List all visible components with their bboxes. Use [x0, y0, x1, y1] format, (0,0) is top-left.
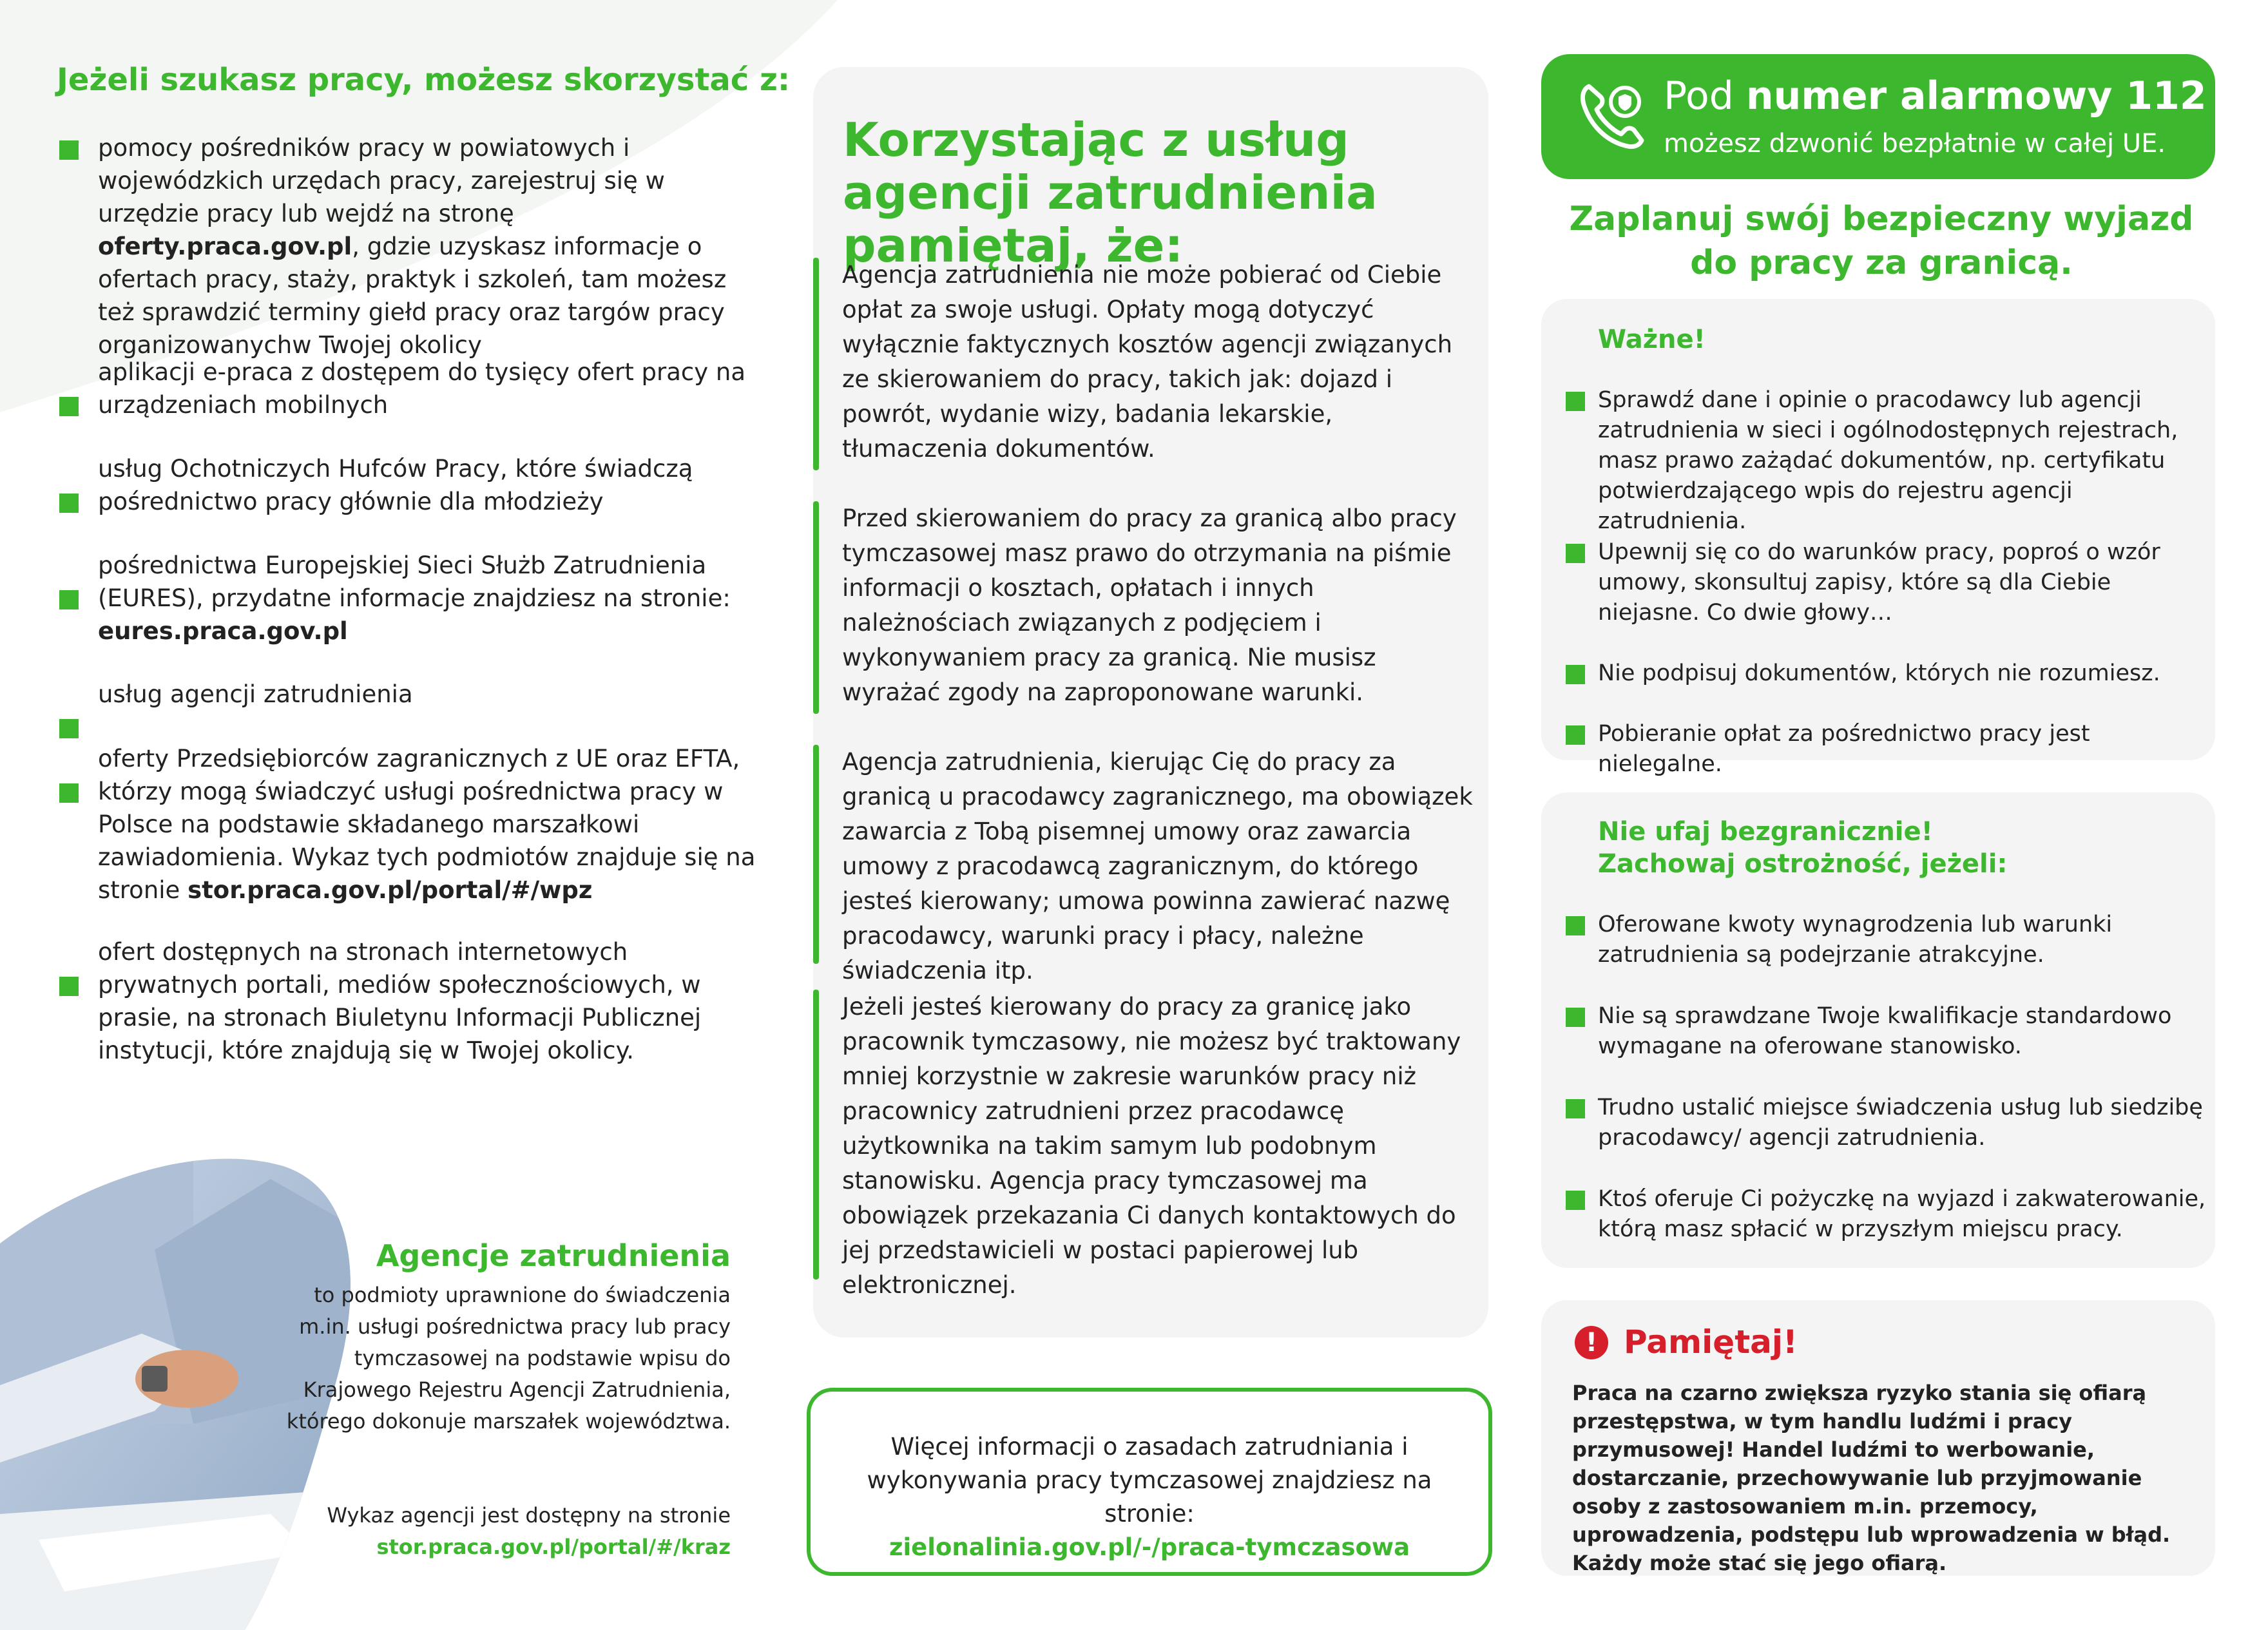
- alarm-subtitle: możesz dzwonić bezpłatnie w całej UE.: [1664, 129, 2166, 158]
- item-text: , gdzie uzyskasz informacje o ofertach pracy, staży, praktyk i szkoleń, tam możesz też sprawdzić terminy giełd pracy oraz targów pracy organizowanychw Twojej okolicy: [98, 233, 727, 359]
- item-link[interactable]: stor.praca.gov.pl/portal/#/wpz: [187, 876, 593, 904]
- item-text: aplikacji e-praca z dostępem do tysięcy ofert pracy na urządzeniach mobilnych: [98, 358, 746, 419]
- paragraph-text: Agencja zatrudnienia nie może pobierać od Ciebie opłat za swoje usługi. Opłaty mogą dotyczyć wyłącznie faktycznych kosztów agencji związanych ze skierowaniem do pracy, takich jak: dojazd i powrót, wydanie wizy, badania lekarskie, tłumaczenia dokumentów.: [842, 261, 1453, 463]
- item-text: Pobieranie opłat za pośrednictwo pracy jest nielegalne.: [1598, 721, 2090, 777]
- more-info-text: Więcej informacji o zasadach zatrudniania i wykonywania pracy tymczasowej znajdziesz na stronie:: [867, 1433, 1432, 1528]
- bullet-square: [1566, 916, 1585, 935]
- item-text: oferty Przedsiębiorców zagranicznych z UE oraz EFTA, którzy mogą świadczyć usługi pośrednictwa pracy w Polsce na podstawie składanego marszałkowi zawiadomienia. Wykaz tych podmiotów znajduje się na stronie: [98, 745, 756, 904]
- item-link[interactable]: eures.praca.gov.pl: [98, 617, 348, 645]
- bullet-square: [1566, 1008, 1585, 1027]
- middle-title: Korzystając z usług agencji zatrudnienia pamiętaj, że:: [843, 113, 1378, 273]
- item-text: usług Ochotniczych Hufców Pracy, które świadczą pośrednictwo pracy głównie dla młodzieży: [98, 455, 693, 515]
- list-item: [59, 356, 746, 427]
- phone-icon: [1577, 80, 1648, 151]
- accent-bar: [813, 258, 819, 470]
- agencies-list-text: Wykaz agencji jest dostępny na stronie: [327, 1503, 731, 1528]
- list-item: [59, 549, 736, 652]
- agencies-text: to podmioty uprawnione do świadczenia m.in. usługi pośrednictwa pracy lub pracy tymczasowej na podstawie wpisu do Krajowego Rejestru Agencji Zatrudnienia, którego dokonuje marszałek województwa.: [286, 1283, 731, 1433]
- important-title: Ważne!: [1598, 325, 1706, 354]
- paragraph-text: Przed skierowaniem do pracy za granicą albo pracy tymczasowej masz prawo do otrzymania na piśmie informacji o kosztach, opłatach i innych należnościach związanych z podjęciem i wykonywaniem pracy za granicą. Nie musisz wyrażać zgody na zaproponowane warunki.: [842, 504, 1457, 706]
- bullet-square: [1566, 725, 1585, 745]
- item-text: Nie podpisuj dokumentów, których nie rozumiesz.: [1598, 660, 2160, 686]
- list-item: [59, 935, 736, 1071]
- more-info-link[interactable]: zielonalinia.gov.pl/-/praca-tymczasowa: [889, 1533, 1410, 1561]
- bullet-square: [59, 140, 79, 160]
- more-info-box: [807, 1388, 1492, 1576]
- item-text: ofert dostępnych na stronach internetowych prywatnych portali, mediów społecznościowych, w prasie, na stronach Biuletynu Informacji Publicznej instytucji, które znajdują się w Twojej okolicy.: [98, 938, 702, 1064]
- agencies-list: [280, 1500, 731, 1563]
- paragraph-text: Agencja zatrudnienia, kierując Cię do pracy za granicą u pracodawcy zagranicznego, ma obowiązek zawarcia z Tobą pisemnej umowy oraz zawarcia umowy z pracodawcą zagranicznym, do którego jesteś kierowany; umowa powinna zawierać nazwę pracodawcy, warunki pracy i płacy, należne świadczenia itp.: [842, 748, 1473, 984]
- paragraph-text: Jeżeli jesteś kierowany do pracy za granicę jako pracownik tymczasowy, nie możesz być traktowany mniej korzystnie w zakresie warunków pracy niż pracownicy zatrudnieni przez pracodawcę użytkownika na takim samym lub podobnym stanowisku. Agencja pracy tymczasowej ma obowiązek przekazania Ci danych kontaktowych do jej przedstawicieli w postaci papierowej lub elektronicznej.: [842, 993, 1461, 1299]
- item-text: Ktoś oferuje Ci pożyczkę na wyjazd i zakwaterowanie, którą masz spłacić w przyszłym miejscu pracy.: [1598, 1186, 2206, 1242]
- info-paragraph: [813, 990, 1483, 1299]
- bullet-square: [59, 494, 79, 513]
- accent-bar: [813, 745, 819, 964]
- item-text: pomocy pośredników pracy w powiatowych i wojewódzkich urzędach pracy, zarejestruj się w urzędzie pracy lub wejdź na stronę: [98, 134, 665, 227]
- warning-title: Pamiętaj!: [1624, 1323, 1798, 1361]
- item-link[interactable]: oferty.praca.gov.pl: [98, 233, 352, 260]
- item-text: Oferowane kwoty wynagrodzenia lub warunki zatrudnienia są podejrzanie atrakcyjne.: [1598, 912, 2113, 968]
- agencies-title: Agencje zatrudnienia: [376, 1238, 731, 1273]
- alarm-title: Pod numer alarmowy 112: [1664, 73, 2207, 119]
- list-item: [59, 131, 736, 359]
- accent-bar: [813, 990, 819, 1280]
- plan-title: Zaplanuj swój bezpieczny wyjazd do pracy za granicą.: [1569, 200, 2194, 282]
- item-text: Upewnij się co do warunków pracy, poproś o wzór umowy, skonsultuj zapisy, które są dla Ciebie niejasne. Co dwie głowy…: [1598, 539, 2160, 626]
- caution-title: Nie ufaj bezgranicznie! Zachowaj ostrożność, jeżeli:: [1598, 817, 2008, 879]
- bullet-square: [1566, 392, 1585, 411]
- info-paragraph: [813, 258, 1483, 470]
- left-title: Jeżeli szukasz pracy, możesz skorzystać z:: [57, 62, 791, 98]
- agencies-list-link[interactable]: stor.praca.gov.pl/portal/#/kraz: [376, 1535, 731, 1559]
- list-item: [59, 678, 736, 742]
- item-text: Sprawdź dane i opinie o pracodawcy lub agencji zatrudnienia w sieci i ogólnodostępnych rejestrach, masz prawo zażądać dokumentów, np. certyfikatu potwierdzającego wpis do rejestru agencji zatrudnienia.: [1598, 387, 2178, 534]
- bullet-square: [59, 590, 79, 609]
- accent-bar: [813, 501, 819, 714]
- item-text: Nie są sprawdzane Twoje kwalifikacje standardowo wymagane na oferowane stanowisko.: [1598, 1003, 2172, 1059]
- exclamation-icon: !: [1575, 1326, 1608, 1359]
- bullet-square: [1566, 1099, 1585, 1118]
- bullet-square: [59, 977, 79, 996]
- alarm-banner: [1541, 54, 2215, 179]
- bullet-square: [1566, 544, 1585, 563]
- item-text: pośrednictwa Europejskiej Sieci Służb Zatrudnienia (EURES), przydatne informacje znajdziesz na stronie:: [98, 551, 731, 612]
- bullet-square: [59, 719, 79, 738]
- bullet-square: [1566, 665, 1585, 684]
- bullet-square: [1566, 1191, 1585, 1210]
- bullet-square: [59, 397, 79, 416]
- info-paragraph: [813, 745, 1483, 984]
- bullet-square: [59, 783, 79, 803]
- warning-text: Praca na czarno zwiększa ryzyko stania się ofiarą przestępstwa, w tym handlu ludźmi i pracy przymusowej! Handel ludźmi to werbowanie, dostarczanie, przechowywanie lub przyjmowanie osoby z zastosowaniem m.in. przemocy, uprowadzenia, podstępu lub wprowadzenia w błąd. Każdy może stać się jego ofiarą.: [1572, 1381, 2171, 1575]
- list-item: [59, 742, 756, 910]
- info-paragraph: [813, 501, 1483, 714]
- item-text: Trudno ustalić miejsce świadczenia usług lub siedzibę pracodawcy/ agencji zatrudnienia.: [1598, 1095, 2203, 1151]
- list-item: [59, 452, 736, 523]
- item-text: usług agencji zatrudnienia: [98, 680, 413, 708]
